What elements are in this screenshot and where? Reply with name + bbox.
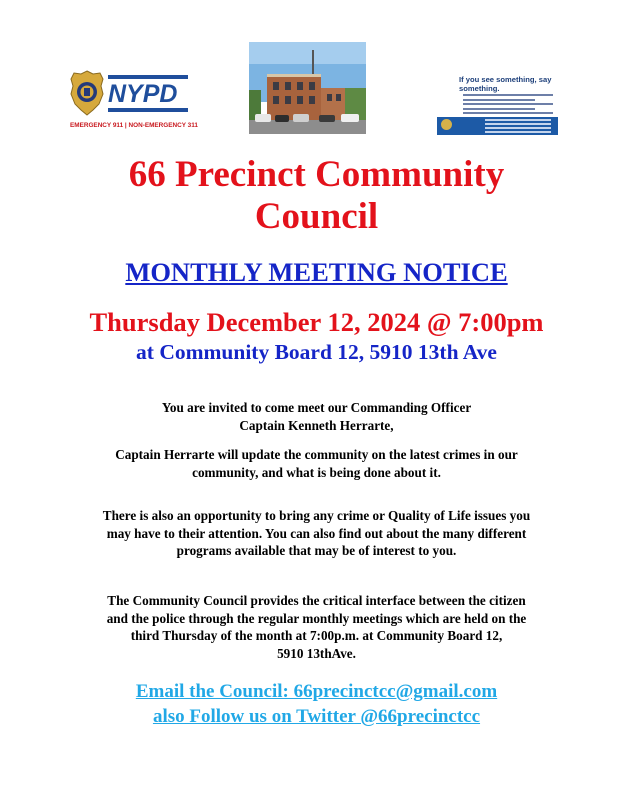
nypd-bar-top [108, 75, 188, 79]
page-title [0, 154, 633, 238]
nypd-logo [70, 70, 198, 136]
meeting-notice-heading: MONTHLY MEETING NOTICE [125, 257, 508, 287]
invite-paragraph [0, 399, 633, 434]
interface-line-4: 5910 13thAve. [277, 645, 356, 661]
interface-paragraph [0, 592, 633, 662]
opportunity-paragraph [0, 507, 633, 560]
update-paragraph [0, 446, 633, 481]
opportunity-line-1: There is also an opportunity to bring any crime or Quality of Life issues you [102, 508, 531, 523]
meeting-location: at Community Board 12, 5910 13th Ave [136, 340, 497, 364]
interface-line-2: and the police through the regular monthly meetings which are held on the [106, 610, 527, 626]
nypd-bar-bottom [108, 108, 188, 112]
update-line-2: community, and what is being done about it. [192, 464, 441, 480]
invite-line-1: You are invited to come meet our Commanding Officer [161, 400, 472, 415]
nypd-wordmark: NYPD [108, 80, 178, 108]
poster-fine-print [463, 94, 553, 117]
see-something-title: If you see something, say something. [459, 75, 552, 93]
title-line-2: Council [254, 196, 379, 237]
see-something-poster [437, 73, 558, 135]
nypd-emblem-icon [441, 119, 452, 130]
opportunity-line-3: programs available that may be of interest to you. [176, 543, 457, 558]
interface-line-1: The Community Council provides the critical interface between the citizen [107, 593, 526, 608]
update-line-1: Captain Herrarte will update the community on the latest crimes in our [115, 447, 518, 462]
nypd-emergency-line: EMERGENCY 911 | NON-EMERGENCY 311 [70, 122, 198, 129]
title-line-1: 66 Precinct Community [128, 154, 505, 195]
interface-line-3: third Thursday of the month at 7:00p.m. at Community Board 12, [130, 628, 503, 643]
twitter-follow-link[interactable]: also Follow us on Twitter @66precinctcc [152, 706, 481, 727]
meeting-date-time: Thursday December 12, 2024 @ 7:00pm [89, 307, 544, 337]
email-council-link[interactable]: Email the Council: 66precinctcc@gmail.com [135, 681, 498, 702]
poster-footer-text [485, 119, 551, 135]
opportunity-line-2: may have to their attention. You can also find out about the many different [106, 525, 527, 541]
invite-line-2: Captain Kenneth Herrarte, [239, 417, 394, 433]
precinct-building-photo [249, 42, 366, 134]
police-badge-icon [70, 70, 104, 116]
